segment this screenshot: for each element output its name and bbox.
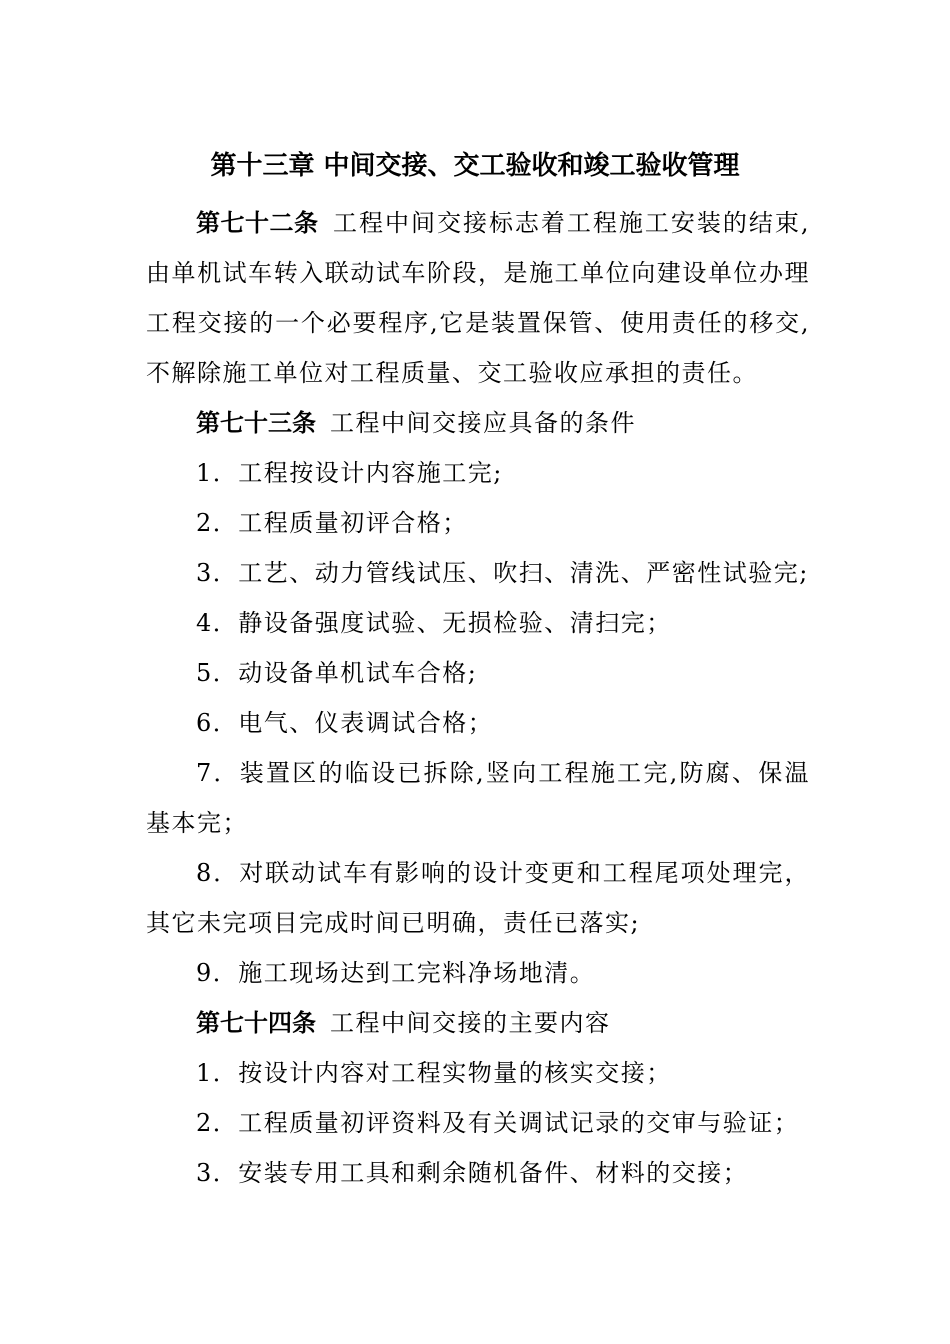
list-item: 7．装置区的临设已拆除,竖向工程施工完,防腐、保温基本完； bbox=[146, 759, 810, 837]
list-item: 3．安装专用工具和剩余随机备件、材料的交接； bbox=[196, 1159, 749, 1187]
list-item: 8．对联动试车有影响的设计变更和工程尾项处理完，其它未完项目完成时间已明确，责任已落实; bbox=[146, 859, 810, 937]
list-item: 1．按设计内容对工程实物量的核实交接； bbox=[196, 1059, 672, 1087]
list-item: 9．施工现场达到工完料净场地清。 bbox=[196, 959, 596, 987]
article-74-text: 工程中间交接的主要内容 bbox=[330, 1009, 611, 1037]
article-73 bbox=[146, 398, 810, 448]
article-73-heading: 第七十三条 bbox=[196, 408, 316, 437]
list-item: 5．动设备单机试车合格; bbox=[196, 659, 478, 687]
article-72-text: 工程中间交接标志着工程施工安装的结束,由单机试车转入联动试车阶段，是施工单位向建设单位办理工程交接的一个必要程序,它是装置保管、使用责任的移交,不解除施工单位对工程质量、交工验收应承担的责任。 bbox=[146, 209, 811, 387]
list-item: 3．工艺、动力管线试压、吹扫、清洗、严密性试验完; bbox=[196, 559, 809, 587]
document-body bbox=[146, 198, 810, 1198]
article-72 bbox=[146, 198, 810, 398]
article-74 bbox=[146, 998, 810, 1048]
article-72-heading: 第七十二条 bbox=[196, 208, 319, 237]
list-item: 2．工程质量初评资料及有关调试记录的交审与验证； bbox=[196, 1109, 800, 1137]
list-item: 2．工程质量初评合格； bbox=[196, 509, 468, 537]
article-73-text: 工程中间交接应具备的条件 bbox=[330, 409, 636, 437]
list-item: 6．电气、仪表调试合格； bbox=[196, 709, 494, 737]
list-item: 1．工程按设计内容施工完; bbox=[196, 459, 503, 487]
list-item: 4．静设备强度试验、无损检验、清扫完； bbox=[196, 609, 672, 637]
article-74-heading: 第七十四条 bbox=[196, 1008, 316, 1037]
chapter-title: 第十三章 中间交接、交工验收和竣工验收管理 bbox=[210, 151, 740, 181]
